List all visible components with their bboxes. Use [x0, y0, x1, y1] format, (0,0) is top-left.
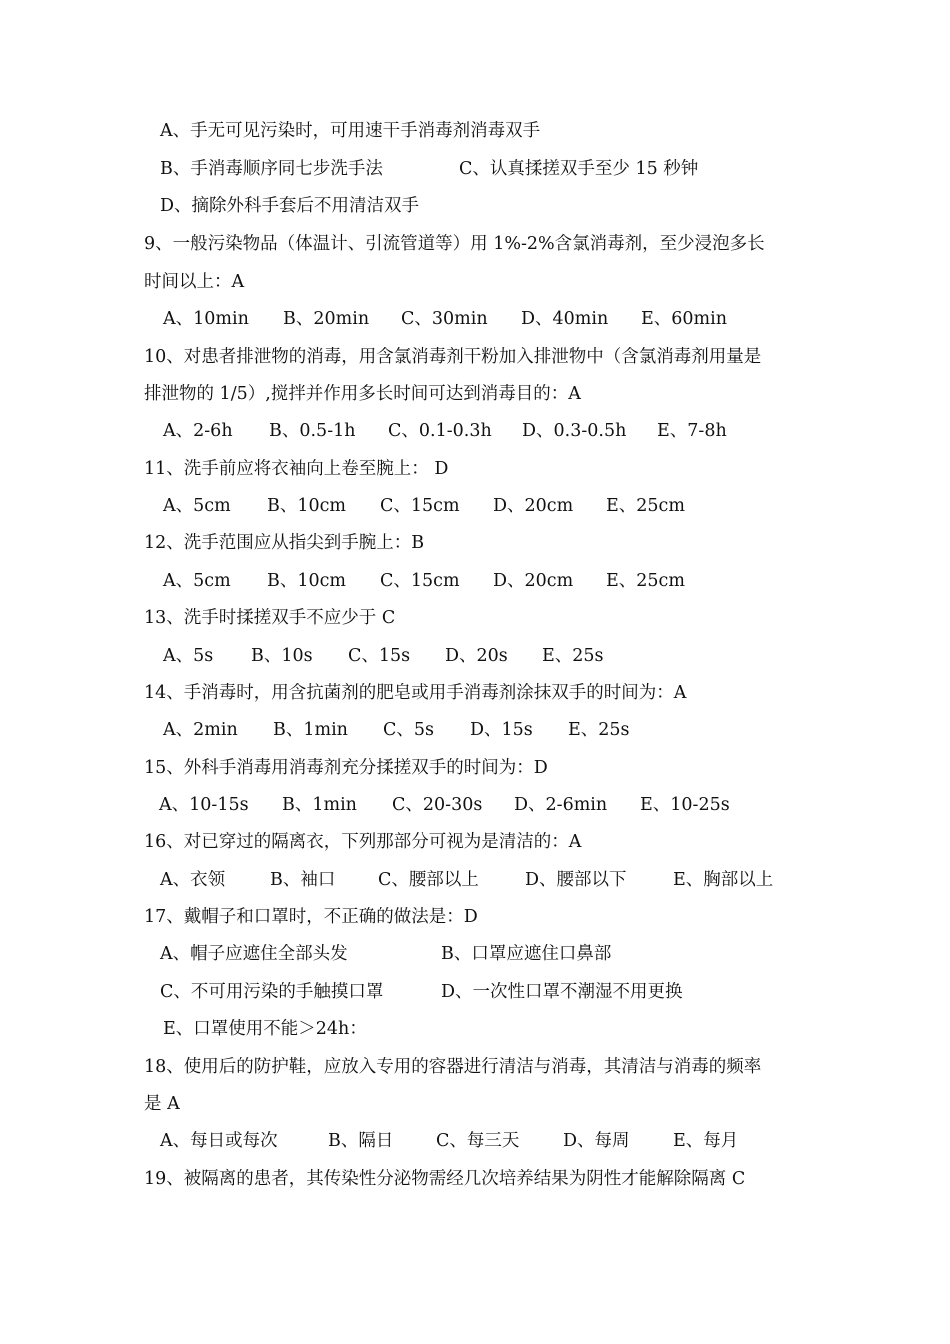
q12-question-line-1: 12、洗手范围应从指尖到手腕上：B — [144, 533, 425, 553]
q14-option-c: C、5s — [383, 720, 435, 740]
q17-option-e: E、口罩使用不能＞24h： — [163, 1019, 367, 1039]
q16-option-b: B、袖口 — [270, 870, 336, 890]
q11-option-a: A、5cm — [163, 496, 231, 516]
q12-option-d: D、20cm — [493, 571, 574, 591]
q13-option-c: C、15s — [348, 646, 411, 666]
q14-option-a: A、2min — [163, 720, 238, 740]
q15-option-a: A、10-15s — [159, 795, 249, 815]
q17-question-line-1: 17、戴帽子和口罩时，不正确的做法是：D — [144, 907, 478, 927]
q17-option-a: A、帽子应遮住全部头发 — [160, 944, 348, 964]
q8-option-a: A、手无可见污染时，可用速干手消毒剂消毒双手 — [160, 121, 541, 141]
q11-option-b: B、10cm — [267, 496, 347, 516]
q11-question-line-1: 11、洗手前应将衣袖向上卷至腕上： D — [144, 459, 449, 479]
q9-option-d: D、40min — [521, 309, 609, 329]
q13-option-e: E、25s — [542, 646, 604, 666]
q17-option-d: D、一次性口罩不潮湿不用更换 — [441, 982, 683, 1002]
q12-option-c: C、15cm — [380, 571, 460, 591]
q18-option-b: B、隔日 — [328, 1131, 394, 1151]
q9-option-b: B、20min — [283, 309, 370, 329]
q10-option-d: D、0.3-0.5h — [522, 421, 627, 441]
q9-option-c: C、30min — [401, 309, 488, 329]
q10-option-c: C、0.1-0.3h — [388, 421, 492, 441]
q18-question-line-2: 是 A — [144, 1094, 180, 1114]
q9-question-line-2: 时间以上：A — [144, 272, 245, 292]
q17-option-c: C、不可用污染的手触摸口罩 — [160, 982, 384, 1002]
q18-option-d: D、每周 — [563, 1131, 630, 1151]
q15-option-e: E、10-25s — [640, 795, 730, 815]
q10-option-e: E、7-8h — [657, 421, 727, 441]
q16-option-d: D、腰部以下 — [525, 870, 627, 890]
q9-option-a: A、10min — [163, 309, 249, 329]
q16-option-e: E、胸部以上 — [673, 870, 774, 890]
q19-question-line-1: 19、被隔离的患者，其传染性分泌物需经几次培养结果为阴性才能解除隔离 C — [144, 1169, 746, 1189]
q10-question-line-2: 排泄物的 1/5）,搅拌并作用多长时间可达到消毒目的：A — [144, 384, 581, 404]
q14-option-e: E、25s — [568, 720, 630, 740]
q8-option-b: B、手消毒顺序同七步洗手法 — [160, 159, 383, 179]
q16-option-a: A、衣领 — [160, 870, 226, 890]
q9-option-e: E、60min — [641, 309, 728, 329]
q10-question-line-1: 10、对患者排泄物的消毒，用含氯消毒剂干粉加入排泄物中（含氯消毒剂用量是 — [144, 347, 762, 367]
q15-question-line-1: 15、外科手消毒用消毒剂充分揉搓双手的时间为：D — [144, 758, 548, 778]
q8-option-d: D、摘除外科手套后不用清洁双手 — [160, 196, 420, 216]
q15-option-c: C、20-30s — [392, 795, 483, 815]
q12-option-a: A、5cm — [163, 571, 231, 591]
q17-option-b: B、口罩应遮住口鼻部 — [441, 944, 612, 964]
q13-option-a: A、5s — [163, 646, 214, 666]
q11-option-c: C、15cm — [380, 496, 460, 516]
q12-option-e: E、25cm — [606, 571, 685, 591]
q12-option-b: B、10cm — [267, 571, 347, 591]
q14-question-line-1: 14、手消毒时，用含抗菌剂的肥皂或用手消毒剂涂抹双手的时间为：A — [144, 683, 687, 703]
q18-option-c: C、每三天 — [436, 1131, 520, 1151]
q13-question-line-1: 13、洗手时揉搓双手不应少于 C — [144, 608, 396, 628]
q11-option-e: E、25cm — [606, 496, 685, 516]
q9-question-line-1: 9、一般污染物品（体温计、引流管道等）用 1%-2%含氯消毒剂，至少浸泡多长 — [144, 234, 765, 254]
q11-option-d: D、20cm — [493, 496, 574, 516]
q15-option-b: B、1min — [282, 795, 357, 815]
q16-option-c: C、腰部以上 — [378, 870, 479, 890]
q10-option-a: A、2-6h — [163, 421, 233, 441]
q16-question-line-1: 16、对已穿过的隔离衣，下列那部分可视为是清洁的：A — [144, 832, 582, 852]
q14-option-b: B、1min — [273, 720, 348, 740]
q13-option-d: D、20s — [445, 646, 508, 666]
q10-option-b: B、0.5-1h — [269, 421, 356, 441]
q13-option-b: B、10s — [251, 646, 313, 666]
q18-option-e: E、每月 — [673, 1131, 739, 1151]
q18-question-line-1: 18、使用后的防护鞋，应放入专用的容器进行清洁与消毒，其清洁与消毒的频率 — [144, 1057, 762, 1077]
q8-option-c: C、认真揉搓双手至少 15 秒钟 — [459, 159, 699, 179]
q18-option-a: A、每日或每次 — [160, 1131, 278, 1151]
q15-option-d: D、2-6min — [514, 795, 608, 815]
q14-option-d: D、15s — [470, 720, 533, 740]
